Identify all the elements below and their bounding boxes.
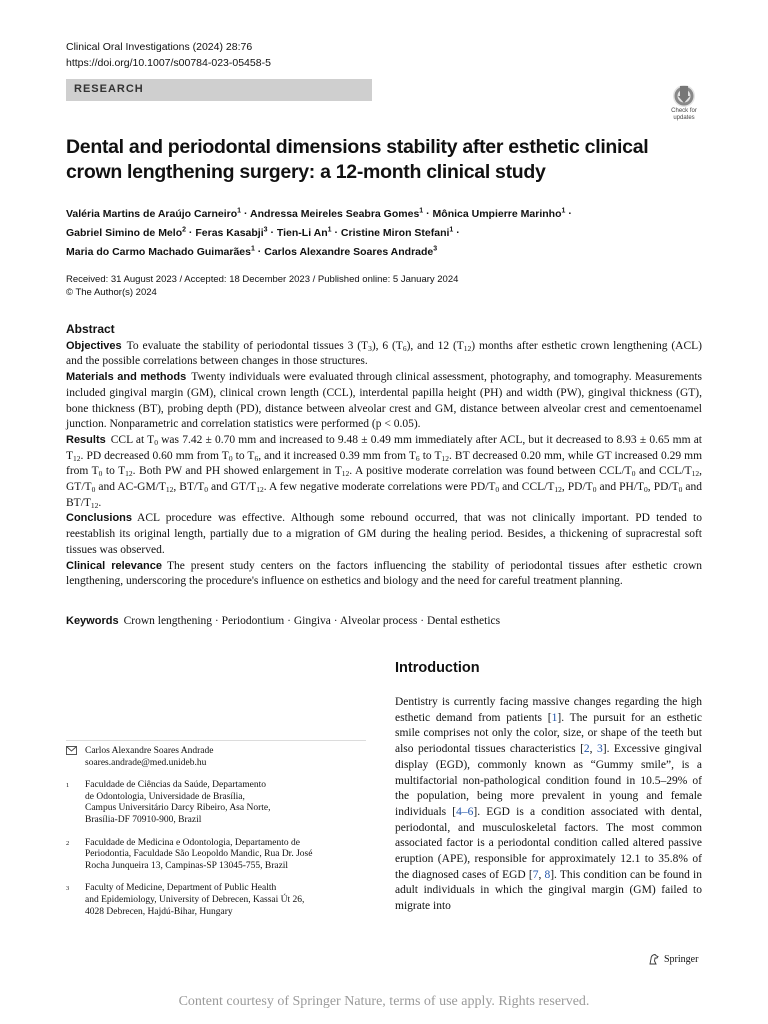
- objectives-label: Objectives: [66, 339, 122, 352]
- footer-notice: Content courtesy of Springer Nature, terms of use apply. Rights reserved.: [178, 994, 590, 1009]
- abstract-heading: Abstract: [66, 322, 115, 336]
- affiliation-item: $^2$ Faculdade de Medicina e Odontologia, Departamento de Periodontia, Faculdade São Leopoldo Mandic, Rua Dr. José Rocha Junqueira 13, Campinas-SP 13045-755, Brazil: [66, 837, 313, 871]
- citation-link[interactable]: 7: [532, 868, 539, 881]
- abstract-clinical-relevance: [66, 559, 702, 590]
- abstract: [66, 322, 702, 590]
- article-title: Dental and periodontal dimensions stability after esthetic clinical crown lengthening surgery: a 12-month clinical study: [66, 136, 649, 183]
- section-label: RESEARCH: [74, 83, 144, 95]
- author[interactable]: Carlos Alexandre Soares Andrade$^3$: [264, 245, 438, 258]
- doi-link[interactable]: https://doi.org/10.1007/s00784-023-05458-5: [66, 56, 271, 69]
- author-list: Valéria Martins de Araújo Carneiro$^1$ · Andressa Meireles Seabra Gomes$^1$ · Mônica Umpierre Marinho$^1$ · Gabriel Simino de Melo$^2$ · Feras Kasabji$^3$ · Tien-Li $An^1$ · Cristine Miron Stefani$^1$ · Maria do Carmo Machado Guimarães$^1$ · Carlos Alexandre Soares Andrade$^3$: [66, 207, 572, 258]
- publisher-name: Springer: [664, 953, 699, 965]
- abstract-objectives: Objectives To evaluate the stability of periodontal tissues 3 $(T_3)$, 6 $(T_6)$, and 12 $(T_{12})$ months after esthetic crown lengthening (ACL) and the possible correlations between changes in those structures.: [66, 339, 702, 368]
- clinical-relevance-label: Clinical relevance: [66, 559, 162, 572]
- abstract-materials: [66, 370, 702, 433]
- badge-line-2: updates: [673, 114, 695, 121]
- envelope-icon: [66, 746, 85, 769]
- springer-horse-icon: [648, 953, 660, 965]
- badge-line-1: Check for: [671, 108, 697, 114]
- check-for-updates-badge[interactable]: [664, 84, 704, 124]
- correspondence-email[interactable]: soares.andrade@med.unideb.hu: [85, 757, 207, 768]
- citation-link[interactable]: 4–6: [456, 805, 474, 818]
- author[interactable]: Tien-Li An$^1$: [276, 226, 332, 239]
- publisher-logo: [648, 953, 698, 965]
- author[interactable]: Maria do Carmo Machado Guimarães$^1$: [66, 245, 255, 258]
- introduction-heading: Introduction: [395, 660, 480, 676]
- clinical-relevance-text: The present study centers on the factors influencing the stability of periodontal tissues after esthetic crown lengthening, underscoring the procedure's influence on esthetics and biology and the need for careful treatment planning.: [66, 559, 702, 588]
- journal-citation: Clinical Oral Investigations (2024) 28:76: [66, 41, 253, 53]
- publication-dates: [66, 273, 458, 299]
- section-banner: [66, 79, 372, 101]
- conclusions-label: Conclusions: [66, 512, 133, 525]
- keywords-text: Crown lengthening · Periodontium · Gingiva · Alveolar process · Dental esthetics: [123, 615, 501, 627]
- affiliation-item: $^3$ Faculty of Medicine, Department of Public Health and Epidemiology, University of Debrecen, Kassai Út 26, 4028 Debrecen, Hajdú-Bihar, Hungary: [66, 883, 305, 917]
- author[interactable]: Feras Kasabji$^3$: [195, 226, 268, 239]
- conclusions-text: ACL procedure was effective. Although some rebound occurred, that was not clinically important. PD tended to reestablish its original length, partially due to a migration of GM during the healing period. Besides, a thickening of supracrestal soft tissues was observed.: [66, 512, 702, 556]
- affiliations: [66, 746, 366, 929]
- author[interactable]: Valéria Martins de Araújo Carneiro$^1$: [66, 207, 242, 220]
- dates-line: Received: 31 August 2023 / Accepted: 18 December 2023 / Published online: 5 January 2024: [66, 274, 459, 285]
- affiliations-divider: [66, 740, 366, 741]
- keywords-label: Keywords: [66, 615, 119, 627]
- copyright-line: © The Author(s) 2024: [66, 287, 157, 298]
- journal-header: [66, 40, 271, 71]
- introduction-body: Dentistry is currently facing massive changes regarding the high esthetic demand from patients [1]. The pursuit for an esthetic smile comprises not only the color, size, or shape of the teeth but also periodontal tissues characteristics [2, 3]. Excessive gingival display (EGD), commonly known as “Gummy smile”, is a multifactorial non-pathological condition found in 10.5–29% of the population, being more prevalent in young and female individuals [4–6]. EGD is a condition associated with dental, periodontal, and musculoskeletal factors. The most common associated factor is a periodontal condition called altered passive eruption (APE), responsible for approximately 12.1 to 35.8% of the diagnosed cases of EGD [7, 8]. This condition can be found in adult individuals in which the gingival margin (GM) failed to migrate into: [395, 696, 703, 913]
- author[interactable]: Andressa Meireles Seabra Gomes$^1$: [250, 207, 424, 220]
- citation-link[interactable]: 2: [583, 743, 590, 756]
- citation-link[interactable]: 3: [596, 743, 603, 756]
- affiliation-item: $^1$ Faculdade de Ciências da Saúde, Departamento de Odontologia, Universidade de Brasília, Campus Universitário Darcy Ribeiro, Asa Norte, Brasília-DF 70910-900, Brazil: [66, 780, 271, 825]
- author[interactable]: Cristine Miron Stefani$^1$: [340, 226, 454, 239]
- correspondence: [66, 746, 366, 769]
- abstract-conclusions: [66, 511, 702, 558]
- materials-label: Materials and methods: [66, 371, 187, 384]
- results-label: Results: [66, 433, 106, 446]
- author[interactable]: Mônica Umpierre Marinho$^1$: [432, 207, 566, 220]
- author[interactable]: Gabriel Simino de Melo$^2$: [66, 226, 187, 239]
- check-updates-icon: [664, 84, 704, 108]
- correspondence-name: Carlos Alexandre Soares Andrade: [85, 746, 214, 756]
- keywords: [66, 614, 702, 629]
- materials-text: Twenty individuals were evaluated through clinical assessment, photography, and tomography. Measurements included gingival margin (GM), clinical crown length (CCL), interdental papilla height (PH) and width (PW), gingival thickness (GT), bone thickness (BT), probing depth (PD), distance between alveolar crest and GM, distance between alveolar crest and cementoenamel junction. Nonparametric and correlation statistics were performed (p < 0.05).: [66, 371, 702, 431]
- citation-link[interactable]: 1: [551, 711, 558, 724]
- citation-link[interactable]: 8: [544, 868, 551, 881]
- abstract-results: Results CCL at $T_0$ was 7.42 ± 0.70 mm and increased to 9.48 ± 0.49 mm immediately after ACL, but it decreased to 8.93 ± 0.65 mm at $T_{12}$. PD decreased 0.60 mm from $T_0$ to $T_6$, and it increased 0.39 mm from $T_6$ to $T_{12}$. BT decreased 0.20 mm, while GT increased 0.29 mm from $T_0$ to $T_{12}$. Both PW and PH showed enlargement in $T_{12}$. A positive moderate correlation was found between CCL/$T_0$ and CCL/$T_{12}$, $GT/T_0$ and $AC-GM/T_{12}$, $BT/T_0$ and $GT/T_{12}$. A few negative moderate correlations were $PD/T_0$ and CCL/$T_{12}$, $PD/T_0$ and $PH/T_0$, $PD/T_0$ and $BT/T_{12}$.: [66, 433, 703, 510]
